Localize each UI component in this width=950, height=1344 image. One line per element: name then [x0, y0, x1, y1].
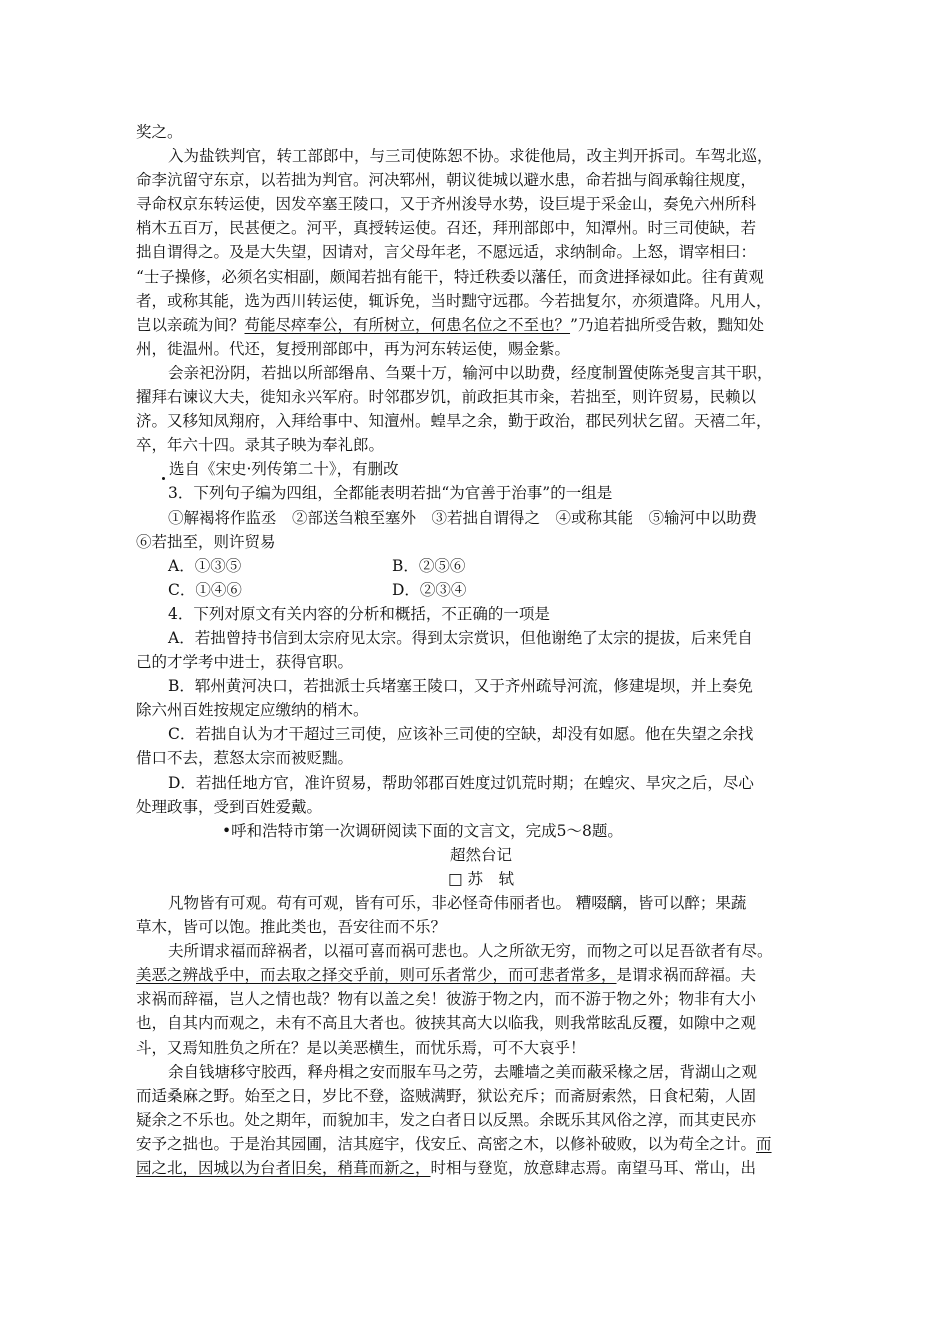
text-line — [136, 963, 826, 987]
text-line: 处理政事，受到百姓爱戴。 — [136, 797, 323, 816]
text-line: 斗，又焉知胜负之所在？是以美恶横生，而忧乐焉，可不大哀乎！ — [136, 1038, 586, 1057]
text-line: 州，徙温州。代还，复授刑部郎中，再为河东转运使，赐金紫。 — [136, 339, 571, 358]
dot-mark — [162, 477, 165, 480]
text-line: 济。又移知凤翔府，入拜给事中、知澶州。蝗旱之余，勤于政治，郡民列状乞留。天禧二年， — [136, 412, 772, 431]
text-line: 求祸而辞福，岂人之情也哉？物有以盖之矣！彼游于物之内，而不游于物之外；物非有大小 — [136, 990, 757, 1009]
text-line: 卒，年六十四。录其子映为奉礼郎。 — [136, 436, 385, 455]
question-3-items-cont: ⑥若拙至，则许贸易 — [136, 532, 276, 551]
underlined-sentence: 园之北，因城以为台者旧矣，稍葺而新之， — [136, 1159, 431, 1178]
essay-title: 超然台记 — [449, 845, 512, 864]
citation-text: 选自《宋史·列传第二十》，有删改 — [169, 460, 399, 479]
paragraph-start: 凡物皆有可观。苟有可观，皆有可乐，非必怪奇伟丽者也。 糟啜醨，皆可以醉；果蔬 — [168, 894, 747, 912]
question-3: 3．下列句子编为四组，全都能表明若拙“为官善于治事”的一组是 — [168, 484, 613, 503]
option-b-text: B．郓州黄河决口，若拙派士兵堵塞王陵口，又于齐州疏导河流，修建堤坝，并上奏免 — [168, 677, 753, 696]
text-line — [136, 1132, 826, 1156]
option-a: A．①③⑤ — [168, 556, 242, 575]
text-line: 寻命权京东转运使，因发卒塞王陵口，又于齐州浚导水势，设巨堤于采金山，奏免六州所科 — [136, 195, 757, 214]
text-line: 擢拜右谏议大夫，徙知永兴军府。时邻郡岁饥，前政拒其市籴，若拙至，则许贸易，民赖以 — [136, 388, 757, 407]
option-c-text: C．若拙自认为才干超过三司使，应该补三司使的空缺，却没有如愿。他在失望之余找 — [168, 725, 754, 744]
text-line: 奖之。 — [136, 123, 183, 141]
section-intro: •呼和浩特市第一次调研阅读下面的文言文，完成5～8题。 — [222, 821, 623, 840]
text-line: 除六州百姓按规定应缴纳的梢木。 — [136, 701, 369, 720]
question-3-items: ①解褐将作监丞 ②部送刍粮至塞外 ③若拙自谓得之 ④或称其能 ⑤输河中以助费 — [168, 508, 758, 527]
essay-author: □ 苏 轼 — [447, 869, 515, 888]
option-d-text: D．若拙任地方官，准许贸易，帮助邻郡百姓度过饥荒时期；在蝗灾、旱灾之后，尽心 — [168, 773, 754, 792]
text-span: 岂以亲疏为间？ — [136, 315, 245, 334]
source-citation — [136, 457, 826, 481]
option-d: D．②③④ — [392, 580, 467, 599]
text-line: 而适桑麻之野。始至之日，岁比不登，盗贼满野，狱讼充斥；而斋厨索然，日食杞菊，人固 — [136, 1086, 757, 1105]
option-a-text: A．若拙曾持书信到太宗府见太宗。得到太宗赏识，但他谢绝了太宗的提拔，后来凭自 — [168, 628, 753, 647]
underlined-sentence: 苟能尽瘁奉公，有所树立，何患名位之不至也？ — [244, 315, 571, 334]
underlined-sentence: 美恶之辨战乎中，而去取之择交乎前，则可乐者常少，而可悲者常多， — [136, 966, 617, 985]
text-line: 拙自谓得之。及是大失望，因请对，言父母年老，不愿远适，求纳制命。上怒，谓宰相曰： — [136, 243, 757, 262]
text-line: 疑余之不乐也。处之期年，而貌加丰，发之白者日以反黑。余既乐其风俗之淳，而其吏民亦 — [136, 1110, 757, 1129]
document-page — [136, 120, 826, 1180]
text-line — [136, 1156, 826, 1180]
question-4: 4．下列对原文有关内容的分析和概括，不正确的一项是 — [168, 604, 550, 623]
option-b: B．②⑤⑥ — [392, 556, 466, 575]
text-span: ”乃追若拙所受告敕，黜知处 — [570, 315, 764, 334]
paragraph-start: 会亲祀汾阴，若拙以所部缗帛、刍粟十万，输河中以助费，经度制置使陈尧叟言其干职， — [168, 363, 773, 382]
text-line: 也，自其内而观之，未有不高且大者也。彼挟其高大以临我，则我常眩乱反覆，如隙中之观 — [136, 1014, 757, 1033]
text-span: 是谓求祸而辞福。夫 — [616, 966, 757, 985]
paragraph-start: 入为盐铁判官，转工部郎中，与三司使陈恕不协。求徙他局，改主判开拆司。车驾北巡， — [168, 147, 773, 166]
text-line: 借口不去，惹怒太宗而被贬黜。 — [136, 749, 354, 768]
text-line: 命李沆留守东京，以若拙为判官。河决郓州，朝议徙城以避水患，命若拙与阎承翰往规度， — [136, 171, 757, 190]
text-line: “士子操修，必须名实相副，颇闻若拙有能干，特迁秩委以藩任，而贪进择禄如此。往有黄观 — [136, 267, 764, 286]
paragraph-start: 余自钱塘移守胶西，释舟楫之安而服车马之劳，去雕墙之美而蔽采椽之居，背湖山之观 — [168, 1062, 758, 1081]
option-c: C．①④⑥ — [168, 580, 242, 599]
paragraph-start: 夫所谓求福而辞祸者，以福可喜而祸可悲也。人之所欲无穷，而物之可以足吾欲者有尽。 — [168, 942, 773, 961]
underlined-sentence: 而 — [756, 1134, 772, 1153]
option-row — [136, 554, 826, 578]
text-line: 梢木五百万，民甚便之。河平，真授转运使。召还，拜刑部郎中，知潭州。时三司使缺，若 — [136, 219, 757, 238]
text-line — [136, 313, 826, 337]
text-line: 草木，皆可以饱。推此类也，吾安往而不乐？ — [136, 918, 447, 937]
text-span: 安予之拙也。于是治其园圃，洁其庭宇，伐安丘、高密之木，以修补破败，以为苟全之计。 — [136, 1134, 757, 1153]
text-line: 者，或称其能，选为西川转运使，辄诉免，当时黜守远郡。今若拙复尔，亦须遣降。凡用人， — [136, 291, 772, 310]
option-row — [136, 578, 826, 602]
text-span: 时相与登览，放意肆志焉。南望马耳、常山，出 — [430, 1159, 757, 1178]
text-line: 己的才学考中进士，获得官职。 — [136, 653, 354, 672]
